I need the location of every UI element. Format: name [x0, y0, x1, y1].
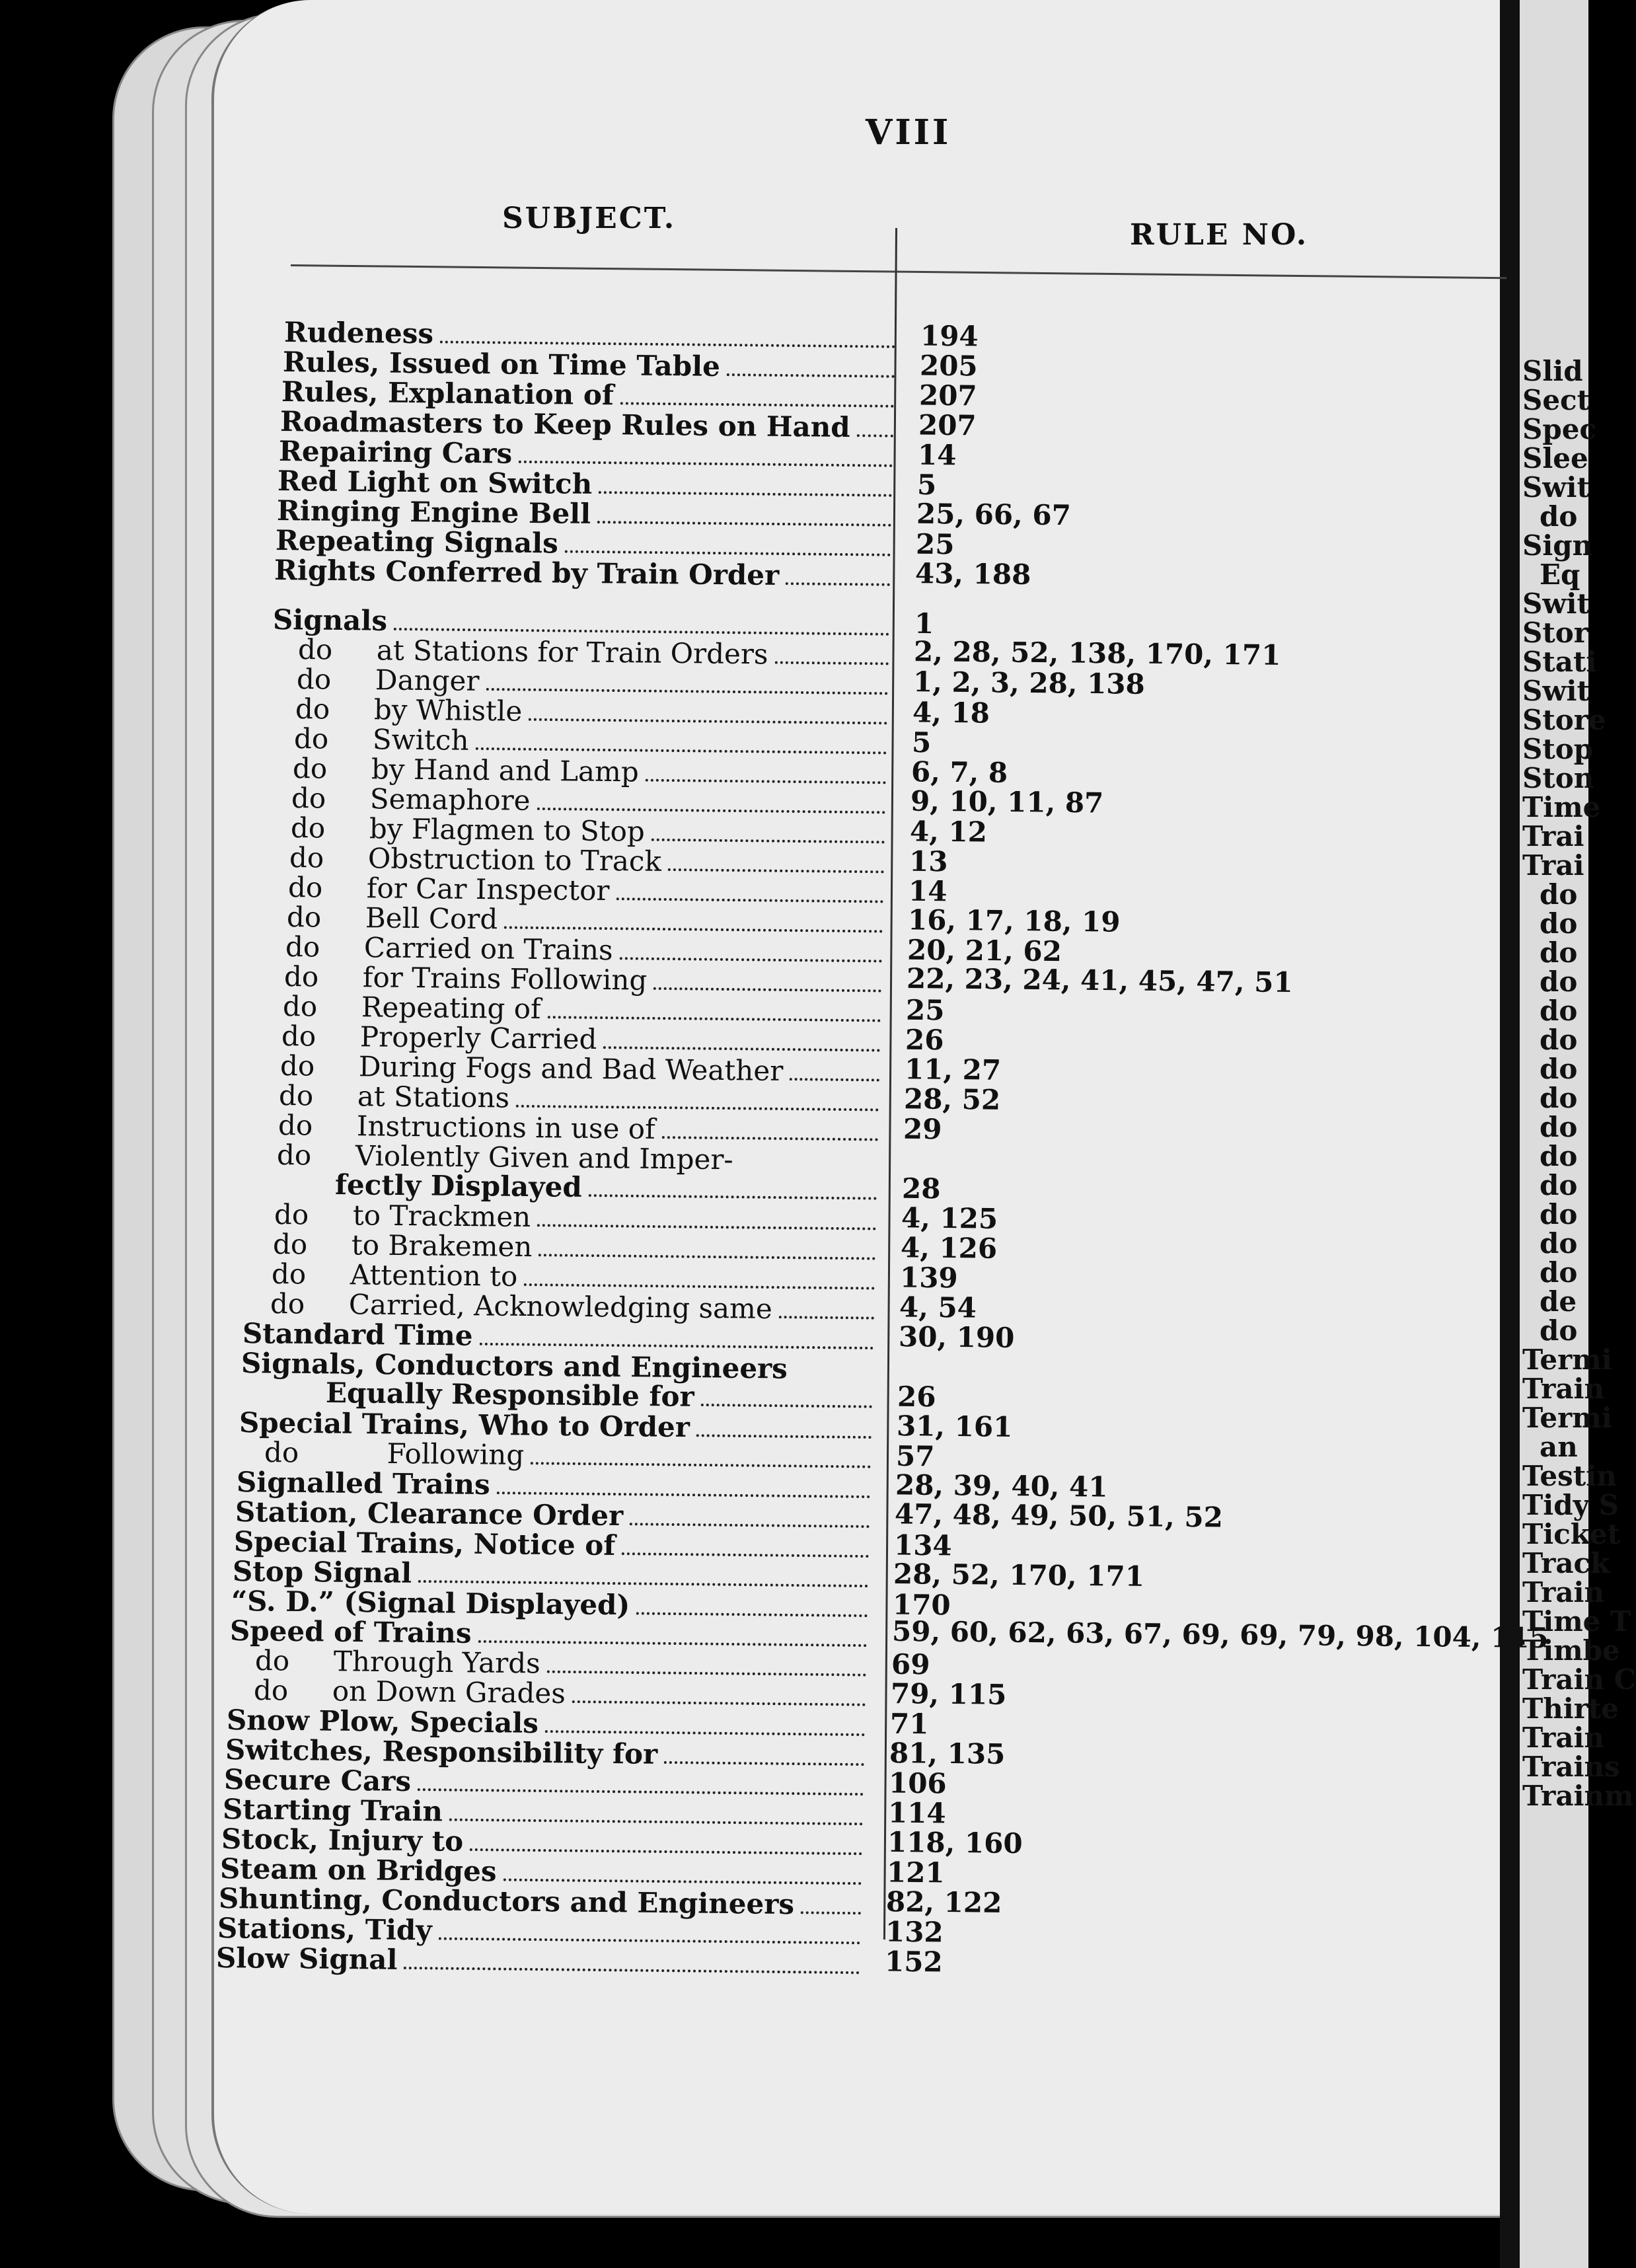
entry-rule-numbers: 114 — [887, 1796, 946, 1830]
right-page-fragment: Stor — [1522, 617, 1588, 649]
dot-leader — [779, 1316, 874, 1320]
entry-subject: Equally Responsible for — [325, 1377, 694, 1413]
entry-subject: do for Trains Following — [283, 960, 648, 997]
right-page-fragment: Sign — [1522, 529, 1593, 562]
dot-leader — [418, 1580, 868, 1587]
dot-leader — [449, 1819, 863, 1826]
right-page-fragment: Time T — [1522, 1605, 1631, 1638]
dot-leader — [668, 868, 884, 873]
right-page-fragment: Trainm — [1522, 1780, 1634, 1812]
entry-subject: Special Trains, Who to Order — [239, 1406, 690, 1444]
entry-rule-numbers: 9, 10, 11, 87 — [910, 784, 1104, 819]
entry-subject: Rules, Explanation of — [281, 375, 614, 412]
right-page-fragment: Stati — [1522, 646, 1597, 678]
right-page-fragment: Ston — [1522, 762, 1594, 794]
dot-leader — [475, 747, 886, 755]
entry-subject: do Switch — [293, 722, 469, 757]
right-page-fragment: Trai — [1522, 849, 1584, 882]
entry-subject: do Properly Carried — [281, 1020, 597, 1055]
dot-leader — [545, 1730, 865, 1736]
entry-subject: Signals — [272, 603, 388, 637]
right-page-fragment: do — [1540, 965, 1578, 998]
entry-rule-numbers: 134 — [893, 1529, 952, 1562]
dot-leader — [696, 1434, 872, 1439]
dot-leader — [597, 521, 891, 527]
dot-leader — [651, 839, 885, 844]
dot-leader — [786, 582, 890, 586]
dot-leader — [661, 1136, 877, 1141]
entry-rule-numbers: 13 — [909, 845, 948, 878]
entry-rule-numbers: 170 — [892, 1588, 951, 1622]
right-page-fragment: Train — [1522, 1721, 1605, 1754]
entry-rule-numbers: 43, 188 — [914, 557, 1031, 591]
entry-subject: do at Stations — [278, 1079, 510, 1114]
entry-rule-numbers: 81, 135 — [889, 1737, 1006, 1770]
dot-leader — [531, 1462, 871, 1468]
right-page-fragment: Tidy S — [1522, 1489, 1619, 1521]
right-page-fragment: an — [1540, 1431, 1578, 1463]
entry-subject: do to Trackmen — [274, 1198, 531, 1234]
entry-rule-numbers: 25 — [915, 527, 955, 561]
entry-rule-numbers: 2, 28, 52, 138, 170, 171 — [913, 635, 1281, 671]
dot-leader — [529, 718, 887, 725]
entry-rule-numbers: 57 — [895, 1439, 935, 1473]
dot-leader — [404, 1967, 860, 1974]
dot-leader — [630, 1523, 870, 1528]
entry-subject: Special Trains, Notice of — [233, 1525, 616, 1562]
entry-subject: do Bell Cord — [286, 901, 498, 936]
entry-subject: Station, Clearance Order — [235, 1495, 624, 1532]
right-page-fragment: Train — [1522, 1576, 1605, 1608]
entry-rule-numbers: 1 — [914, 607, 934, 640]
right-page-fragment: do — [1540, 500, 1578, 533]
dot-leader — [619, 957, 881, 962]
entry-subject: do Obstruction to Track — [289, 841, 662, 878]
right-page-fragment: Track — [1522, 1547, 1610, 1579]
right-page-fragment: do — [1540, 1024, 1578, 1056]
dot-leader — [653, 987, 881, 993]
entry-subject: do Violently Given and Imper- — [276, 1139, 733, 1176]
entry-subject: do Following — [264, 1436, 525, 1472]
entry-subject: “S. D.” (Signal Displayed) — [231, 1585, 630, 1622]
right-page-fragment: Train C — [1522, 1663, 1636, 1696]
entry-rule-numbers: 1, 2, 3, 28, 138 — [912, 665, 1146, 700]
entry-rule-numbers: 152 — [884, 1945, 943, 1979]
entry-subject: Slow Signal — [215, 1942, 398, 1976]
right-page-fragment: Ticket — [1522, 1518, 1621, 1550]
entry-rule-numbers: 121 — [886, 1856, 945, 1889]
right-page-fragment: Swit — [1522, 471, 1590, 504]
dot-leader — [565, 550, 891, 556]
entry-subject: do During Fogs and Bad Weather — [279, 1049, 784, 1087]
entry-rule-numbers: 207 — [918, 408, 977, 442]
entry-rule-numbers: 5 — [916, 468, 937, 502]
dot-leader — [616, 897, 883, 903]
right-page-fragment: Train — [1522, 1373, 1605, 1405]
entry-rule-numbers: 25, 66, 67 — [916, 497, 1072, 532]
entry-subject: do on Down Grades — [253, 1674, 566, 1710]
dot-leader — [516, 1105, 879, 1112]
entry-rule-numbers: 25 — [905, 993, 945, 1027]
entry-subject: do Instructions in use of — [278, 1109, 655, 1145]
right-page-fragment: do — [1540, 936, 1578, 969]
entry-rule-numbers: 71 — [889, 1707, 929, 1741]
entry-subject: Steam on Bridges — [219, 1852, 497, 1888]
entry-subject: Signals, Conductors and Engineers — [241, 1347, 788, 1385]
entry-subject: Stock, Injury to — [221, 1823, 464, 1858]
dot-leader — [478, 1640, 866, 1647]
entry-rule-numbers: 194 — [920, 319, 979, 353]
dot-leader — [486, 688, 887, 695]
entry-rule-numbers: 79, 115 — [890, 1677, 1007, 1711]
entry-subject: Stations, Tidy — [217, 1912, 432, 1947]
dot-leader — [497, 1492, 870, 1498]
dot-leader — [801, 1911, 861, 1914]
entry-subject: Rules, Issued on Time Table — [282, 346, 721, 383]
entry-rule-numbers: 4, 18 — [912, 696, 990, 730]
right-page-fragment: do — [1540, 1198, 1578, 1230]
entry-rule-numbers: 4, 12 — [909, 815, 988, 849]
entry-rule-numbers: 4, 125 — [901, 1201, 998, 1235]
entry-subject: Repairing Cars — [278, 435, 513, 470]
entry-rule-numbers: 28, 52 — [903, 1082, 1001, 1116]
entry-rule-numbers: 4, 126 — [900, 1231, 998, 1265]
entry-subject: do Semaphore — [291, 782, 531, 817]
dot-leader — [440, 340, 895, 348]
right-page-fragment: Spec — [1522, 413, 1596, 445]
dot-leader — [727, 373, 895, 378]
subject-column-header: SUBJECT. — [502, 202, 677, 235]
right-page-fragment: do — [1540, 907, 1578, 940]
entry-rule-numbers: 20, 21, 62 — [907, 933, 1062, 968]
dot-leader — [504, 926, 883, 932]
entry-subject: Signalled Trains — [236, 1466, 490, 1501]
right-page-fragment: Stop — [1522, 733, 1594, 765]
right-page-fragment: do — [1540, 1314, 1578, 1347]
page-number: VIII — [866, 112, 951, 153]
dot-leader — [622, 1552, 869, 1558]
dot-leader — [547, 1671, 866, 1677]
dot-leader — [857, 434, 893, 437]
entry-subject: Stop Signal — [232, 1555, 412, 1589]
entry-rule-numbers: 28, 52, 170, 171 — [893, 1558, 1145, 1593]
right-page-fragment: Swit — [1522, 675, 1590, 707]
right-page-fragment: do — [1540, 1082, 1578, 1114]
dot-leader — [664, 1761, 864, 1766]
index-entry — [216, 1943, 866, 1980]
entry-rule-numbers: 106 — [888, 1766, 947, 1800]
dot-leader — [701, 1404, 872, 1408]
right-page-fragment: Testin — [1522, 1460, 1617, 1492]
right-page-fragment: do — [1540, 878, 1578, 911]
right-page-fragment: do — [1540, 1169, 1578, 1201]
right-page-fragment: do — [1540, 1227, 1578, 1260]
dot-leader — [539, 1254, 875, 1260]
right-page-fragment: do — [1540, 1053, 1578, 1085]
entry-rule-numbers: 14 — [917, 438, 957, 472]
right-page-fragment: Swit — [1522, 587, 1590, 620]
entry-rule-numbers: 118, 160 — [887, 1825, 1023, 1860]
dot-leader — [418, 1788, 864, 1796]
entry-subject: do by Whistle — [295, 693, 523, 728]
right-page-fragment: do — [1540, 1140, 1578, 1172]
entry-subject: do Repeating of — [282, 990, 541, 1026]
entry-rule-numbers: 207 — [918, 379, 977, 412]
entry-subject: do at Stations for Train Orders — [297, 633, 768, 671]
right-page-fragment: Termi — [1522, 1343, 1612, 1376]
right-page-fragment: Thirte — [1522, 1692, 1619, 1725]
entry-subject: Shunting, Conductors and Engineers — [218, 1882, 795, 1921]
entry-rule-numbers: 47, 48, 49, 50, 51, 52 — [894, 1497, 1224, 1534]
dot-leader — [519, 461, 893, 467]
entry-subject: Standard Time — [242, 1317, 473, 1352]
right-page-fragment: Eq — [1540, 558, 1580, 591]
entry-subject: Starting Train — [222, 1793, 443, 1828]
dot-leader — [537, 1224, 876, 1230]
entry-rule-numbers: 29 — [903, 1112, 942, 1146]
entry-subject: Speed of Trains — [229, 1614, 472, 1649]
entry-subject: Switches, Responsibility for — [225, 1733, 658, 1770]
right-page-fragment: Time — [1522, 791, 1601, 823]
entry-rule-numbers: 14 — [908, 874, 948, 908]
entry-rule-numbers: 26 — [897, 1380, 936, 1414]
dot-leader — [646, 779, 886, 784]
right-page-fragment: de — [1540, 1285, 1577, 1318]
right-page-fragment: Trains — [1522, 1751, 1620, 1783]
entry-subject: do Carried, Acknowledging same — [270, 1287, 773, 1325]
entry-rule-numbers: 31, 161 — [896, 1410, 1013, 1443]
entry-rule-numbers: 30, 190 — [898, 1320, 1015, 1354]
entry-subject: Secure Cars — [223, 1763, 412, 1797]
right-page-fragment: Sect — [1522, 384, 1590, 416]
entry-rule-numbers: 28, 39, 40, 41 — [895, 1468, 1108, 1503]
dot-leader — [599, 491, 892, 497]
entry-rule-numbers: 22, 23, 24, 41, 45, 47, 51 — [906, 962, 1293, 999]
entry-rule-numbers: 139 — [899, 1261, 958, 1295]
entry-subject: Repeating Signals — [275, 524, 559, 560]
entry-subject: do Attention to — [271, 1258, 518, 1293]
entry-subject: do for Car Inspector — [287, 871, 610, 907]
index-entry — [274, 555, 897, 592]
dot-leader — [524, 1283, 875, 1290]
entry-rule-numbers: 132 — [885, 1915, 944, 1949]
entry-rule-numbers: 69 — [891, 1647, 930, 1681]
right-page-fragment: Trai — [1522, 820, 1584, 852]
entry-subject: Rights Conferred by Train Order — [274, 554, 780, 592]
entry-rule-numbers: 11, 27 — [904, 1053, 1002, 1086]
entry-subject: do by Hand and Lamp — [292, 752, 640, 788]
right-page-fragment: Slid — [1522, 355, 1583, 387]
entry-rule-numbers: 5 — [911, 726, 932, 759]
dot-leader — [620, 402, 894, 407]
entry-subject: fectly Displayed — [334, 1168, 583, 1203]
entry-subject: do by Flagmen to Stop — [290, 812, 646, 848]
entry-rule-numbers: 28 — [901, 1172, 941, 1205]
entry-rule-numbers: 205 — [919, 349, 978, 383]
entry-rule-numbers: 59, 60, 62, 63, 67, 69, 69, 79, 98, 104, 115 — [891, 1614, 1549, 1655]
entry-subject: Snow Plow, Specials — [226, 1704, 539, 1739]
dot-leader — [790, 1078, 879, 1081]
entry-subject: do Through Yards — [254, 1644, 540, 1680]
right-page-fragment: Timbe — [1522, 1634, 1620, 1667]
dot-leader — [479, 1343, 873, 1349]
right-page-fragment: do — [1540, 995, 1578, 1027]
rule-number-column-header: RULE NO. — [1130, 218, 1309, 252]
dot-leader — [636, 1612, 868, 1617]
dot-leader — [603, 1046, 880, 1051]
dot-leader — [547, 1016, 880, 1022]
entry-subject: Ringing Engine Bell — [276, 494, 591, 530]
dot-leader — [589, 1194, 877, 1200]
right-page-fragment: Store — [1522, 704, 1606, 736]
entry-subject: do to Brakemen — [272, 1228, 533, 1264]
entry-subject: Red Light on Switch — [277, 465, 593, 500]
entry-rule-numbers: 82, 122 — [885, 1885, 1002, 1919]
dot-leader — [537, 808, 885, 814]
entry-rule-numbers: 26 — [905, 1023, 944, 1057]
dot-leader — [572, 1700, 866, 1706]
entry-subject: do Carried on Trains — [285, 930, 613, 967]
entry-rule-numbers: 6, 7, 8 — [911, 755, 1008, 789]
entry-rule-numbers: 4, 54 — [899, 1291, 977, 1324]
entry-subject: Roadmasters to Keep Rules on Hand — [279, 405, 850, 444]
right-page-fragment: do — [1540, 1111, 1578, 1143]
right-page-fragment: Slee — [1522, 442, 1588, 474]
right-page — [1520, 0, 1636, 2268]
entry-subject: do Danger — [296, 663, 480, 697]
entry-subject: Rudeness — [283, 316, 434, 350]
dot-leader — [439, 1938, 860, 1945]
dot-leader — [503, 1878, 861, 1885]
dot-leader — [470, 1848, 862, 1855]
right-page-fragment: do — [1540, 1256, 1578, 1289]
right-page-fragment: Termi — [1522, 1402, 1612, 1434]
dot-leader — [774, 662, 888, 665]
entry-rule-numbers: 16, 17, 18, 19 — [907, 903, 1121, 938]
